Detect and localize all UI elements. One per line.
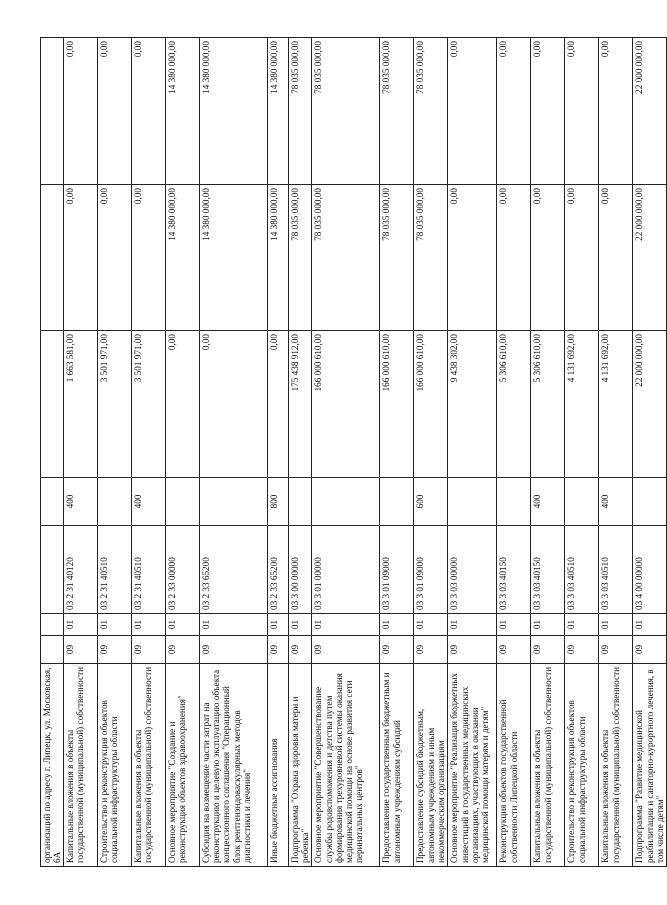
ministry-code-cell: 09 — [380, 636, 414, 664]
expense-type-cell: 400 — [599, 478, 633, 526]
amount-year2-cell: 78 035 000,00 — [289, 185, 312, 331]
table-row — [380, 38, 414, 867]
section-code-cell: 01 — [200, 614, 268, 636]
section-code-cell: 01 — [268, 614, 289, 636]
table-row — [531, 38, 565, 867]
amount-year1-cell: 166 000 610,00 — [312, 331, 380, 478]
ministry-code-cell: 09 — [414, 636, 448, 664]
amount-year3-cell: 0,00 — [565, 38, 599, 185]
amount-year3-cell: 0,00 — [98, 38, 132, 185]
expense-type-cell: 800 — [268, 478, 289, 526]
amount-year2-cell: 0,00 — [599, 185, 633, 331]
row-name-cell: Основное мероприятие "Создание и реконструкция объектов здравоохранения" — [166, 664, 200, 867]
target-article-cell: 03 3 03 40150 — [497, 526, 531, 614]
target-article-cell: 03 4 00 00000 — [633, 526, 667, 614]
target-article-cell: 03 2 31 40510 — [98, 526, 132, 614]
table-row — [268, 38, 289, 867]
amount-year1-cell: 166 000 610,00 — [380, 331, 414, 478]
amount-year2-cell: 78 035 000,00 — [312, 185, 380, 331]
table-row — [414, 38, 448, 867]
row-name-cell: Основное мероприятие "Реализация бюджетных инвестиций в государственных медицинских организациях, участвующих в оказании медицинской помощи матерям и детям" — [448, 664, 497, 867]
table-row — [497, 38, 531, 867]
expense-type-cell — [565, 478, 599, 526]
section-code-cell: 01 — [599, 614, 633, 636]
ministry-code-cell — [41, 636, 64, 664]
amount-year1-cell: 0,00 — [268, 331, 289, 478]
section-code-cell: 01 — [166, 614, 200, 636]
amount-year2-cell: 0,00 — [64, 185, 98, 331]
amount-year3-cell: 0,00 — [448, 38, 497, 185]
target-article-cell: 03 3 03 00000 — [448, 526, 497, 614]
amount-year1-cell: 175 438 912,00 — [289, 331, 312, 478]
amount-year2-cell: 0,00 — [531, 185, 565, 331]
table-row — [41, 38, 64, 867]
amount-year1-cell: 9 438 302,00 — [448, 331, 497, 478]
amount-year1-cell: 22 000 000,00 — [633, 331, 667, 478]
target-article-cell: 03 2 33 65200 — [268, 526, 289, 614]
section-code-cell: 01 — [312, 614, 380, 636]
table-row — [565, 38, 599, 867]
amount-year3-cell: 14 380 000,00 — [268, 38, 289, 185]
row-name-cell: Субсидия на возмещение части затрат на реконструкцию и целевую эксплуатацию объекта концессионного соглашения "Операционный блок рентгенэндоваскулярных методов диагностики и лечения" — [200, 664, 268, 867]
section-code-cell: 01 — [289, 614, 312, 636]
row-name-cell: Подпрограмма "Охрана здоровья матери и ребенка" — [289, 664, 312, 867]
row-name-cell: Иные бюджетные ассигнования — [268, 664, 289, 867]
amount-year3-cell: 78 035 000,00 — [289, 38, 312, 185]
target-article-cell: 03 2 31 40510 — [132, 526, 166, 614]
ministry-code-cell: 09 — [531, 636, 565, 664]
amount-year1-cell: 0,00 — [166, 331, 200, 478]
amount-year3-cell: 0,00 — [64, 38, 98, 185]
ministry-code-cell: 09 — [268, 636, 289, 664]
expense-type-cell — [289, 478, 312, 526]
expense-type-cell — [200, 478, 268, 526]
row-name-cell: Основное мероприятие "Совершенствование службы родовспоможения и детства путем формирования трехуровневой системы оказания медицинской помощи на основе развития сети перинатальных центров" — [312, 664, 380, 867]
section-code-cell: 01 — [414, 614, 448, 636]
amount-year1-cell: 4 131 692,00 — [599, 331, 633, 478]
table-row — [633, 38, 667, 867]
table-row — [64, 38, 98, 867]
ministry-code-cell: 09 — [64, 636, 98, 664]
expense-type-cell — [497, 478, 531, 526]
amount-year2-cell: 78 035 000,00 — [414, 185, 448, 331]
expense-type-cell: 400 — [531, 478, 565, 526]
amount-year2-cell: 0,00 — [497, 185, 531, 331]
section-code-cell: 01 — [98, 614, 132, 636]
ministry-code-cell: 09 — [565, 636, 599, 664]
expense-type-cell — [448, 478, 497, 526]
section-code-cell: 01 — [380, 614, 414, 636]
table-row — [166, 38, 200, 867]
amount-year3-cell: 78 035 000,00 — [414, 38, 448, 185]
section-code-cell: 01 — [531, 614, 565, 636]
amount-year2-cell: 0,00 — [448, 185, 497, 331]
target-article-cell — [41, 526, 64, 614]
ministry-code-cell: 09 — [98, 636, 132, 664]
table-row — [312, 38, 380, 867]
amount-year1-cell: 166 000 610,00 — [414, 331, 448, 478]
amount-year3-cell — [41, 38, 64, 185]
section-code-cell: 01 — [132, 614, 166, 636]
expense-type-cell — [380, 478, 414, 526]
expense-type-cell — [41, 478, 64, 526]
target-article-cell: 03 3 01 00000 — [312, 526, 380, 614]
expense-type-cell — [633, 478, 667, 526]
rotated-page — [40, 38, 665, 867]
target-article-cell: 03 3 03 40510 — [599, 526, 633, 614]
row-name-cell: Капитальные вложения в объекты государственной (муниципальной) собственности — [132, 664, 166, 867]
amount-year1-cell: 4 131 692,00 — [565, 331, 599, 478]
expense-type-cell — [166, 478, 200, 526]
ministry-code-cell: 09 — [448, 636, 497, 664]
amount-year3-cell: 0,00 — [531, 38, 565, 185]
row-name-cell: Строительство и реконструкция объектов социальной инфраструктуры области — [98, 664, 132, 867]
amount-year1-cell: 3 501 971,00 — [132, 331, 166, 478]
amount-year3-cell: 22 000 000,00 — [633, 38, 667, 185]
row-name-cell: Предоставление субсидий бюджетным, автономным учреждениям и иным некоммерческим организациям — [414, 664, 448, 867]
amount-year3-cell: 14 380 000,00 — [166, 38, 200, 185]
ministry-code-cell: 09 — [132, 636, 166, 664]
table-row — [132, 38, 166, 867]
expense-type-cell: 600 — [414, 478, 448, 526]
amount-year2-cell — [41, 185, 64, 331]
ministry-code-cell: 09 — [289, 636, 312, 664]
amount-year3-cell: 14 380 000,00 — [200, 38, 268, 185]
row-name-cell: Капитальные вложения в объекты государственной (муниципальной) собственности — [599, 664, 633, 867]
section-code-cell — [41, 614, 64, 636]
section-code-cell: 01 — [64, 614, 98, 636]
target-article-cell: 03 3 01 09000 — [414, 526, 448, 614]
row-name-cell: Подпрограмма "Развитие медицинской реабилитации и санаторно-курортного лечения, в том числе детям" — [633, 664, 667, 867]
amount-year1-cell: 5 306 610,00 — [531, 331, 565, 478]
target-article-cell: 03 2 33 65200 — [200, 526, 268, 614]
target-article-cell: 03 3 00 00000 — [289, 526, 312, 614]
amount-year3-cell: 0,00 — [497, 38, 531, 185]
target-article-cell: 03 3 01 09000 — [380, 526, 414, 614]
table-row — [98, 38, 132, 867]
ministry-code-cell: 09 — [200, 636, 268, 664]
amount-year1-cell: 0,00 — [200, 331, 268, 478]
amount-year2-cell: 22 000 000,00 — [633, 185, 667, 331]
ministry-code-cell: 09 — [599, 636, 633, 664]
amount-year1-cell: 5 306 610,00 — [497, 331, 531, 478]
row-name-cell: Реконструкция объектов государственной собственности Липецкой области — [497, 664, 531, 867]
target-article-cell: 03 2 31 40120 — [64, 526, 98, 614]
amount-year2-cell: 14 380 000,00 — [268, 185, 289, 331]
section-code-cell: 01 — [565, 614, 599, 636]
amount-year1-cell: 3 501 971,00 — [98, 331, 132, 478]
row-name-cell: организаций по адресу г. Липецк, ул. Московская, 6А — [41, 664, 64, 867]
amount-year2-cell: 0,00 — [132, 185, 166, 331]
amount-year3-cell: 78 035 000,00 — [312, 38, 380, 185]
expense-type-cell: 400 — [64, 478, 98, 526]
section-code-cell: 01 — [633, 614, 667, 636]
amount-year3-cell: 0,00 — [599, 38, 633, 185]
amount-year2-cell: 0,00 — [565, 185, 599, 331]
row-name-cell: Капитальные вложения в объекты государственной (муниципальной) собственности — [64, 664, 98, 867]
amount-year1-cell — [41, 331, 64, 478]
section-code-cell: 01 — [448, 614, 497, 636]
target-article-cell: 03 3 03 40150 — [531, 526, 565, 614]
budget-table — [40, 37, 667, 867]
table-row — [599, 38, 633, 867]
amount-year2-cell: 0,00 — [98, 185, 132, 331]
row-name-cell: Предоставление государственным бюджетным и автономным учреждениям субсидий — [380, 664, 414, 867]
expense-type-cell — [98, 478, 132, 526]
table-row — [448, 38, 497, 867]
ministry-code-cell: 09 — [166, 636, 200, 664]
expense-type-cell — [312, 478, 380, 526]
table-row — [200, 38, 268, 867]
row-name-cell: Капитальные вложения в объекты государственной (муниципальной) собственности — [531, 664, 565, 867]
section-code-cell: 01 — [497, 614, 531, 636]
amount-year2-cell: 14 380 000,00 — [166, 185, 200, 331]
target-article-cell: 03 2 33 00000 — [166, 526, 200, 614]
target-article-cell: 03 3 03 40510 — [565, 526, 599, 614]
row-name-cell: Строительство и реконструкция объектов социальной инфраструктуры области — [565, 664, 599, 867]
ministry-code-cell: 09 — [312, 636, 380, 664]
amount-year1-cell: 1 663 581,00 — [64, 331, 98, 478]
ministry-code-cell: 09 — [633, 636, 667, 664]
expense-type-cell: 400 — [132, 478, 166, 526]
amount-year2-cell: 14 380 000,00 — [200, 185, 268, 331]
amount-year3-cell: 0,00 — [132, 38, 166, 185]
table-row — [289, 38, 312, 867]
amount-year2-cell: 78 035 000,00 — [380, 185, 414, 331]
ministry-code-cell: 09 — [497, 636, 531, 664]
amount-year3-cell: 78 035 000,00 — [380, 38, 414, 185]
